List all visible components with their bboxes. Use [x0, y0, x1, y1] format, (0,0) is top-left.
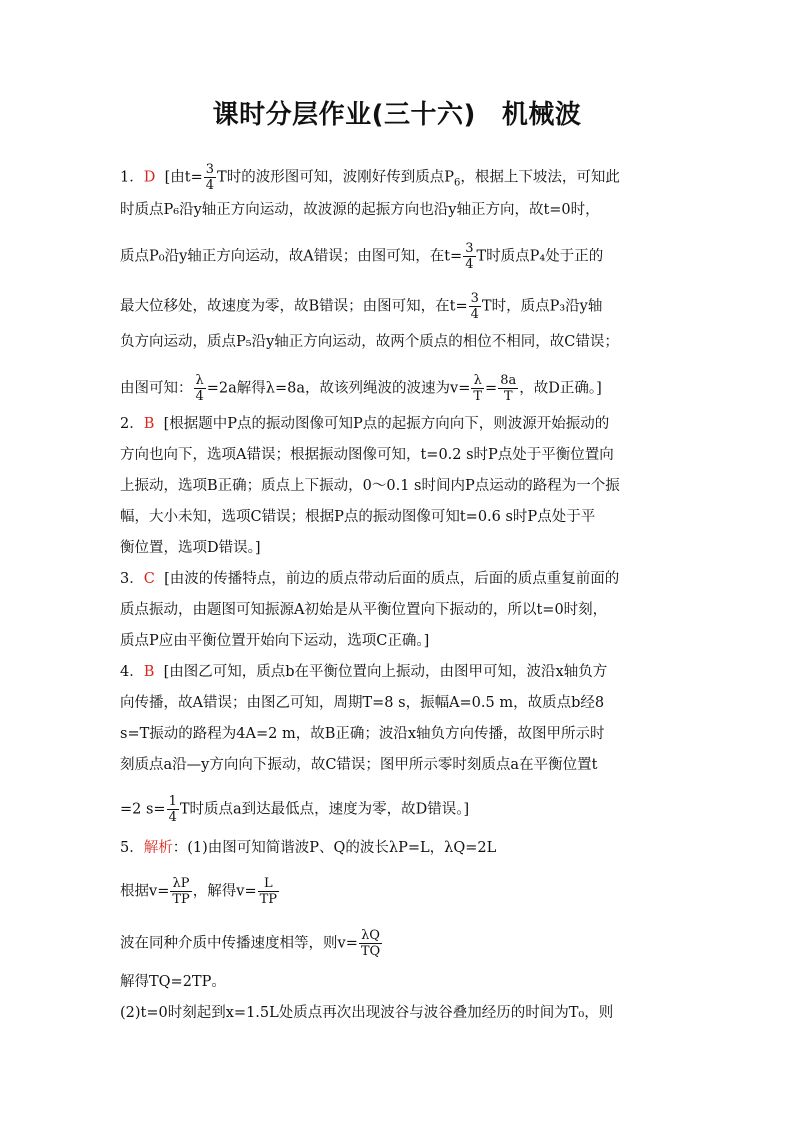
- q5-line-4: 解得TQ=2TP。: [120, 974, 226, 990]
- fraction-lambda-T: $\frac{\lambda}{T}$: [473, 373, 483, 404]
- q4-line-4: 刻质点a沿—y方向向下振动，故C错误；图甲所示零时刻质点a在平衡位置t: [120, 757, 598, 773]
- q4-answer: B: [143, 664, 155, 680]
- page-title: [0, 94, 794, 131]
- q5-number: 5．: [120, 840, 144, 856]
- q5-line-3: 波在同种介质中传播速度相等，则v= $\frac{\lambda Q}{TQ}$: [120, 928, 381, 959]
- q1-line-5: 负方向运动，质点P₅沿y轴正方向运动，故两个质点的相位不相同，故C错误；: [120, 334, 619, 350]
- fraction-lambdaP-TP: $\frac{\lambda P}{TP}$: [172, 876, 190, 907]
- q4-number: 4．: [120, 664, 144, 680]
- q1-line-6: 由图可知： $\frac{\lambda}{4}$ =2a解得λ=8a，故该列绳波的波速为v= $\frac{\lambda}{T}$ = $\frac{8a}{T}$ ，故D正确。]: [120, 373, 602, 404]
- fraction-lambdaQ-TQ: $\frac{\lambda Q}{TQ}$: [360, 928, 381, 959]
- q5-line-1: 5．解析：(1)由图可知简谐波P、Q的波长λP=L，λQ=2L: [120, 840, 497, 856]
- q2-line-4: 幅，大小未知，选项C错误；根据P点的振动图像可知t=0.6 s时P点处于平: [120, 509, 596, 525]
- q5-line-2: 根据v= $\frac{\lambda P}{TP}$ ，解得v= $\frac{L}{TP}$: [120, 876, 278, 907]
- fraction-3-4: $\frac{3}{4}$: [205, 162, 215, 193]
- q1-line-4: 最大位移处，故速度为零，故B错误；由图可知，在t= $\frac{3}{4}$ T时，质点P₃沿y轴: [120, 291, 603, 322]
- q4-line-2: 向传播，故A错误；由图乙可知，周期T=8 s，振幅A=0.5 m，故质点b经8: [120, 695, 605, 711]
- q1-answer: D: [143, 169, 156, 186]
- fraction-lambda-4: $\frac{\lambda}{4}$: [195, 373, 204, 404]
- q3-line-1: 3．C [由波的传播特点，前边的质点带动后面的质点，后面的质点重复前面的: [120, 571, 620, 587]
- q1-line-1: 1．D [由t= $\frac{3}{4}$ T时的波形图可知，波刚好传到质点$P_6$，根据上下坡法，可知此: [120, 162, 620, 193]
- q2-line-3: 上振动，选项B正确；质点上下振动，0～0.1 s时间内P点运动的路程为一个振: [120, 478, 620, 494]
- fraction-L-TP: $\frac{L}{TP}$: [259, 876, 278, 907]
- title-topic: 机械波: [501, 100, 582, 130]
- q4-line-3: s=T振动的路程为4A=2 m，故B正确；波沿x轴负方向传播，故图甲所示时: [120, 726, 605, 742]
- q2-number: 2．: [120, 416, 144, 432]
- q5-line-5: (2)t=0时刻起到x=1.5L处质点再次出现波谷与波谷叠加经历的时间为T₀，则: [120, 1005, 614, 1021]
- q3-number: 3．: [120, 571, 144, 587]
- q5-label: 解析: [143, 840, 173, 856]
- q1-number: 1．: [120, 169, 144, 186]
- q2-line-2: 方向也向下，选项A错误；根据振动图像可知，t=0.2 s时P点处于平衡位置向: [120, 447, 614, 463]
- q1-line-3: 质点P₀沿y轴正方向运动，故A错误；由图可知，在t= $\frac{3}{4}$ T时质点P₄处于正的: [120, 241, 604, 272]
- q4-line-5: =2 s= $\frac{1}{4}$ T时质点a到达最低点，速度为零，故D错误。]: [120, 794, 470, 825]
- title-main: 课时分层作业(三十六): [212, 100, 476, 130]
- q1-line-2: 时质点P₆沿y轴正方向运动，故波源的起振方向也沿y轴正方向，故t=0时，: [120, 202, 600, 218]
- q4-line-1: 4．B [由图乙可知，质点b在平衡位置向上振动，由图甲可知，波沿x轴负方: [120, 664, 608, 680]
- q3-line-2: 质点振动，由题图可知振源A初始是从平衡位置向下振动的，所以t=0时刻，: [120, 602, 608, 618]
- fraction-8a-T: $\frac{8a}{T}$: [500, 373, 517, 404]
- fraction-3-4: $\frac{3}{4}$: [465, 241, 474, 272]
- fraction-1-4: $\frac{1}{4}$: [168, 794, 177, 825]
- q3-answer: C: [143, 571, 155, 587]
- q2-line-1: 2．B [根据题中P点的振动图像可知P点的起振方向向下，则波源开始振动的: [120, 416, 610, 432]
- fraction-3-4: $\frac{3}{4}$: [470, 291, 479, 322]
- q2-answer: B: [143, 416, 155, 432]
- q3-line-3: 质点P应由平衡位置开始向下运动，选项C正确。]: [120, 633, 430, 649]
- q2-line-5: 衡位置，选项D错误。]: [120, 540, 261, 556]
